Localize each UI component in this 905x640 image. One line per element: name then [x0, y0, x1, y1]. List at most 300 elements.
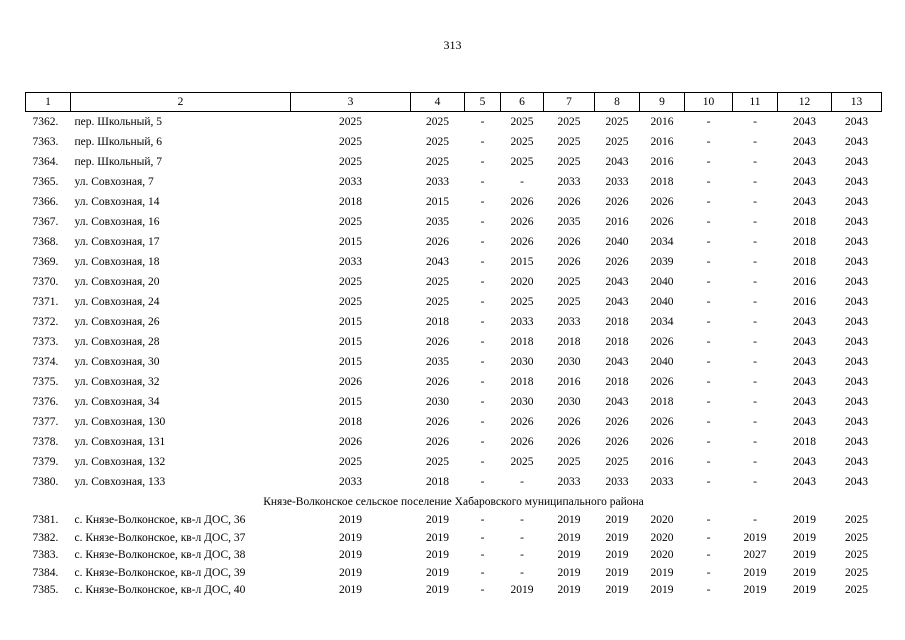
- row-number: 7381.: [32, 514, 59, 526]
- address-cell: ул. Совхозная, 26: [74, 316, 160, 328]
- year-cell: 2026: [510, 216, 534, 228]
- address-cell: ул. Совхозная, 24: [74, 296, 160, 308]
- year-cell: 2043: [845, 296, 868, 308]
- year-cell: -: [706, 476, 711, 488]
- year-cell: 2019: [605, 514, 629, 526]
- year-cell: 2018: [426, 476, 449, 488]
- year-cell: 2019: [650, 566, 674, 579]
- year-cell: 2016: [650, 156, 674, 168]
- column-header: 10: [685, 93, 733, 112]
- year-cell: 2043: [845, 456, 868, 468]
- year-cell: 2018: [605, 316, 629, 328]
- table-row: [26, 565, 882, 583]
- year-cell: 2019: [557, 531, 581, 544]
- table-row: [26, 272, 882, 292]
- column-header: 3: [291, 93, 411, 112]
- year-cell: 2043: [845, 156, 868, 168]
- year-cell: 2043: [605, 276, 629, 288]
- year-cell: 2040: [650, 296, 674, 308]
- row-number: 7369.: [32, 256, 59, 268]
- year-cell: -: [480, 136, 485, 148]
- row-number: 7385.: [32, 584, 59, 596]
- year-cell: 2016: [793, 276, 816, 288]
- year-cell: -: [480, 176, 485, 188]
- year-cell: 2033: [339, 256, 362, 268]
- row-number: 7374.: [32, 356, 59, 368]
- column-header: 9: [640, 93, 685, 112]
- year-cell: 2026: [510, 416, 534, 428]
- table-row: [26, 352, 882, 372]
- row-number: 7377.: [32, 416, 59, 428]
- table-row: [26, 252, 882, 272]
- table-row: [26, 212, 882, 232]
- year-cell: -: [706, 156, 711, 168]
- year-cell: 2033: [557, 176, 581, 188]
- year-cell: 2043: [793, 456, 816, 468]
- row-number: 7378.: [32, 436, 59, 448]
- year-cell: 2026: [426, 376, 449, 388]
- year-cell: 2043: [605, 296, 629, 308]
- row-number: 7372.: [32, 316, 59, 328]
- year-cell: -: [753, 416, 757, 428]
- year-cell: -: [480, 416, 485, 428]
- row-number: 7363.: [32, 136, 59, 148]
- year-cell: -: [520, 531, 524, 544]
- year-cell: -: [706, 584, 711, 596]
- year-cell: 2030: [426, 396, 449, 408]
- year-cell: 2043: [845, 316, 868, 328]
- year-cell: -: [706, 196, 711, 208]
- table-row: [26, 152, 882, 172]
- year-cell: 2025: [426, 116, 449, 128]
- year-cell: -: [753, 514, 757, 526]
- year-cell: 2043: [793, 376, 816, 388]
- year-cell: 2019: [605, 549, 629, 561]
- year-cell: -: [706, 256, 711, 268]
- year-cell: -: [480, 566, 485, 579]
- year-cell: 2025: [557, 116, 581, 128]
- year-cell: 2026: [510, 196, 534, 208]
- address-cell: ул. Совхозная, 34: [74, 396, 160, 408]
- header-row: [26, 93, 882, 112]
- row-number: 7367.: [32, 216, 59, 228]
- year-cell: 2026: [426, 436, 449, 448]
- year-cell: 2026: [650, 336, 674, 348]
- row-number: 7366.: [32, 196, 59, 208]
- year-cell: -: [480, 531, 485, 544]
- year-cell: 2019: [793, 549, 816, 561]
- year-cell: -: [480, 196, 485, 208]
- address-cell: с. Князе-Волконское, кв-л ДОС, 37: [74, 531, 246, 544]
- year-cell: 2025: [557, 136, 581, 148]
- year-cell: 2025: [339, 116, 362, 128]
- column-header: 1: [26, 93, 71, 112]
- year-cell: 2020: [510, 276, 534, 288]
- year-cell: -: [480, 549, 485, 561]
- year-cell: 2016: [650, 456, 674, 468]
- address-cell: ул. Совхозная, 32: [74, 376, 160, 388]
- year-cell: -: [480, 584, 485, 596]
- row-number: 7382.: [32, 531, 59, 544]
- year-cell: 2030: [557, 396, 581, 408]
- year-cell: 2043: [793, 356, 816, 368]
- year-cell: 2019: [426, 514, 449, 526]
- column-header: 5: [465, 93, 501, 112]
- year-cell: 2019: [605, 566, 629, 579]
- year-cell: -: [753, 236, 757, 248]
- year-cell: 2019: [339, 549, 362, 561]
- row-number: 7373.: [32, 336, 59, 348]
- year-cell: 2018: [793, 436, 816, 448]
- section-row: [26, 492, 882, 512]
- year-cell: 2026: [605, 256, 629, 268]
- year-cell: -: [753, 316, 757, 328]
- year-cell: 2020: [650, 549, 674, 561]
- row-number: 7380.: [32, 476, 59, 488]
- year-cell: -: [753, 256, 757, 268]
- row-number: 7375.: [32, 376, 59, 388]
- row-number: 7370.: [32, 276, 59, 288]
- address-cell: с. Князе-Волконское, кв-л ДОС, 38: [74, 549, 246, 561]
- year-cell: 2043: [845, 176, 868, 188]
- row-number: 7383.: [32, 549, 59, 561]
- year-cell: -: [706, 216, 711, 228]
- year-cell: 2019: [426, 566, 449, 579]
- year-cell: 2039: [650, 256, 674, 268]
- table-row: [26, 452, 882, 472]
- address-cell: ул. Совхозная, 18: [74, 256, 160, 268]
- address-cell: ул. Совхозная, 16: [74, 216, 160, 228]
- year-cell: 2030: [510, 356, 534, 368]
- year-cell: -: [706, 136, 711, 148]
- year-cell: 2019: [743, 531, 767, 544]
- year-cell: 2016: [605, 216, 629, 228]
- year-cell: -: [706, 416, 711, 428]
- year-cell: 2026: [650, 196, 674, 208]
- row-number: 7384.: [32, 566, 59, 579]
- year-cell: 2025: [510, 116, 534, 128]
- year-cell: 2015: [339, 336, 362, 348]
- year-cell: 2015: [510, 256, 534, 268]
- year-cell: 2026: [557, 256, 581, 268]
- year-cell: 2043: [845, 136, 868, 148]
- year-cell: -: [753, 196, 757, 208]
- year-cell: 2026: [510, 236, 534, 248]
- row-number: 7376.: [32, 396, 59, 408]
- address-cell: с. Князе-Волконское, кв-л ДОС, 36: [74, 514, 246, 526]
- table-row: [26, 312, 882, 332]
- year-cell: 2018: [793, 256, 816, 268]
- year-cell: 2016: [650, 136, 674, 148]
- year-cell: -: [480, 376, 485, 388]
- year-cell: 2019: [426, 584, 449, 596]
- year-cell: -: [753, 456, 757, 468]
- year-cell: 2043: [845, 216, 868, 228]
- year-cell: 2018: [510, 376, 534, 388]
- table-row: [26, 132, 882, 152]
- data-table: [25, 92, 882, 600]
- year-cell: 2015: [339, 316, 362, 328]
- year-cell: 2025: [845, 584, 868, 596]
- year-cell: 2043: [793, 136, 816, 148]
- year-cell: 2019: [510, 584, 534, 596]
- year-cell: -: [753, 276, 757, 288]
- year-cell: 2025: [557, 456, 581, 468]
- year-cell: 2043: [845, 116, 868, 128]
- year-cell: 2025: [426, 296, 449, 308]
- row-number: 7365.: [32, 176, 59, 188]
- table-row: [26, 112, 882, 133]
- year-cell: 2018: [426, 316, 449, 328]
- year-cell: -: [706, 396, 711, 408]
- year-cell: 2026: [650, 416, 674, 428]
- year-cell: 2025: [557, 296, 581, 308]
- year-cell: -: [706, 236, 711, 248]
- year-cell: 2018: [650, 396, 674, 408]
- year-cell: 2018: [557, 336, 581, 348]
- year-cell: -: [706, 116, 711, 128]
- table-row: [26, 412, 882, 432]
- year-cell: 2025: [339, 276, 362, 288]
- year-cell: -: [480, 356, 485, 368]
- year-cell: -: [753, 156, 757, 168]
- table-row: [26, 292, 882, 312]
- year-cell: 2025: [510, 156, 534, 168]
- year-cell: 2043: [426, 256, 449, 268]
- year-cell: -: [706, 566, 711, 579]
- year-cell: -: [520, 514, 524, 526]
- year-cell: 2035: [426, 216, 449, 228]
- year-cell: -: [706, 316, 711, 328]
- year-cell: 2025: [845, 566, 868, 579]
- year-cell: 2025: [339, 216, 362, 228]
- year-cell: 2035: [557, 216, 581, 228]
- column-header: 11: [733, 93, 778, 112]
- year-cell: 2026: [605, 436, 629, 448]
- year-cell: 2026: [650, 436, 674, 448]
- year-cell: 2019: [339, 531, 362, 544]
- table-row: [26, 432, 882, 452]
- year-cell: -: [520, 549, 524, 561]
- year-cell: 2040: [605, 236, 629, 248]
- year-cell: 2025: [339, 136, 362, 148]
- year-cell: 2033: [557, 476, 581, 488]
- year-cell: -: [753, 476, 757, 488]
- year-cell: 2019: [793, 531, 816, 544]
- year-cell: 2015: [339, 356, 362, 368]
- year-cell: 2018: [605, 376, 629, 388]
- year-cell: 2018: [793, 216, 816, 228]
- year-cell: 2019: [605, 531, 629, 544]
- year-cell: 2019: [650, 584, 674, 596]
- table-row: [26, 332, 882, 352]
- column-header: 13: [832, 93, 882, 112]
- year-cell: -: [520, 176, 524, 188]
- year-cell: -: [480, 216, 485, 228]
- year-cell: 2033: [650, 476, 674, 488]
- year-cell: 2019: [743, 584, 767, 596]
- year-cell: -: [480, 514, 485, 526]
- year-cell: -: [480, 276, 485, 288]
- address-cell: пер. Школьный, 6: [74, 136, 162, 148]
- year-cell: 2043: [605, 156, 629, 168]
- year-cell: 2043: [793, 196, 816, 208]
- year-cell: 2025: [557, 276, 581, 288]
- year-cell: 2033: [605, 476, 629, 488]
- address-cell: ул. Совхозная, 30: [74, 356, 160, 368]
- year-cell: 2026: [605, 196, 629, 208]
- row-number: 7379.: [32, 456, 59, 468]
- row-number: 7362.: [32, 116, 59, 128]
- column-header: 7: [544, 93, 595, 112]
- year-cell: -: [480, 316, 485, 328]
- year-cell: -: [480, 396, 485, 408]
- year-cell: 2026: [426, 336, 449, 348]
- year-cell: 2034: [650, 316, 674, 328]
- year-cell: -: [753, 376, 757, 388]
- year-cell: -: [753, 356, 757, 368]
- year-cell: 2026: [557, 436, 581, 448]
- year-cell: 2040: [650, 356, 674, 368]
- year-cell: 2043: [605, 396, 629, 408]
- year-cell: 2019: [605, 584, 629, 596]
- year-cell: -: [480, 456, 485, 468]
- year-cell: 2020: [650, 514, 674, 526]
- year-cell: 2015: [339, 236, 362, 248]
- year-cell: 2019: [793, 566, 816, 579]
- year-cell: 2027: [743, 549, 767, 561]
- year-cell: 2043: [845, 236, 868, 248]
- year-cell: 2034: [650, 236, 674, 248]
- year-cell: 2019: [339, 514, 362, 526]
- year-cell: 2043: [845, 376, 868, 388]
- address-cell: с. Князе-Волконское, кв-л ДОС, 39: [74, 566, 246, 579]
- year-cell: -: [753, 176, 757, 188]
- year-cell: -: [520, 476, 524, 488]
- year-cell: 2020: [650, 531, 674, 544]
- year-cell: 2019: [339, 566, 362, 579]
- year-cell: 2018: [793, 236, 816, 248]
- year-cell: 2025: [605, 116, 629, 128]
- year-cell: 2015: [426, 196, 449, 208]
- year-cell: 2026: [510, 436, 534, 448]
- year-cell: 2019: [557, 584, 581, 596]
- year-cell: 2040: [650, 276, 674, 288]
- year-cell: -: [706, 296, 711, 308]
- year-cell: 2016: [650, 116, 674, 128]
- year-cell: -: [706, 356, 711, 368]
- section-title: Князе-Волконское сельское поселение Хабаровского муниципального района: [263, 496, 644, 508]
- year-cell: -: [706, 176, 711, 188]
- year-cell: -: [480, 476, 485, 488]
- table-row: [26, 172, 882, 192]
- year-cell: 2026: [339, 376, 362, 388]
- address-cell: ул. Совхозная, 131: [74, 436, 166, 448]
- year-cell: 2043: [845, 256, 868, 268]
- year-cell: 2026: [339, 436, 362, 448]
- year-cell: 2019: [339, 584, 362, 596]
- year-cell: 2026: [426, 236, 449, 248]
- year-cell: 2025: [510, 136, 534, 148]
- year-cell: 2033: [605, 176, 629, 188]
- year-cell: 2025: [845, 549, 868, 561]
- year-cell: 2043: [605, 356, 629, 368]
- address-cell: ул. Совхозная, 17: [74, 236, 160, 248]
- address-cell: ул. Совхозная, 132: [74, 456, 166, 468]
- year-cell: 2019: [426, 531, 449, 544]
- year-cell: 2018: [510, 336, 534, 348]
- year-cell: 2033: [339, 176, 362, 188]
- year-cell: 2018: [339, 416, 362, 428]
- page-number: 313: [443, 38, 462, 52]
- year-cell: -: [706, 436, 711, 448]
- table-row: [26, 372, 882, 392]
- year-cell: 2018: [339, 196, 362, 208]
- table-row: [26, 392, 882, 412]
- year-cell: 2026: [650, 216, 674, 228]
- year-cell: 2019: [557, 514, 581, 526]
- year-cell: 2033: [557, 316, 581, 328]
- table-row: [26, 232, 882, 252]
- year-cell: 2025: [339, 156, 362, 168]
- address-cell: пер. Школьный, 7: [74, 156, 162, 168]
- year-cell: -: [706, 514, 711, 526]
- year-cell: 2025: [426, 276, 449, 288]
- year-cell: 2043: [845, 396, 868, 408]
- table-row: [26, 547, 882, 565]
- column-header: 12: [778, 93, 832, 112]
- row-number: 7364.: [32, 156, 59, 168]
- year-cell: 2019: [793, 514, 816, 526]
- table-row: [26, 512, 882, 530]
- year-cell: 2043: [845, 276, 868, 288]
- year-cell: 2043: [845, 436, 868, 448]
- year-cell: -: [706, 549, 711, 561]
- address-cell: ул. Совхозная, 20: [74, 276, 160, 288]
- year-cell: 2016: [793, 296, 816, 308]
- address-cell: ул. Совхозная, 7: [74, 176, 154, 188]
- address-cell: ул. Совхозная, 130: [74, 416, 166, 428]
- column-header: 4: [411, 93, 465, 112]
- year-cell: -: [753, 216, 757, 228]
- year-cell: 2043: [793, 156, 816, 168]
- year-cell: 2018: [605, 336, 629, 348]
- year-cell: 2043: [845, 356, 868, 368]
- year-cell: 2043: [793, 336, 816, 348]
- year-cell: 2025: [426, 136, 449, 148]
- address-cell: ул. Совхозная, 133: [74, 476, 166, 488]
- year-cell: 2025: [426, 456, 449, 468]
- year-cell: 2019: [743, 566, 767, 579]
- year-cell: 2035: [426, 356, 449, 368]
- year-cell: -: [753, 396, 757, 408]
- year-cell: -: [706, 336, 711, 348]
- row-number: 7371.: [32, 296, 59, 308]
- year-cell: 2019: [426, 549, 449, 561]
- year-cell: -: [753, 116, 757, 128]
- year-cell: -: [753, 436, 757, 448]
- year-cell: 2043: [793, 476, 816, 488]
- year-cell: 2025: [845, 514, 868, 526]
- table-row: [26, 530, 882, 548]
- year-cell: 2016: [557, 376, 581, 388]
- year-cell: 2033: [510, 316, 534, 328]
- year-cell: -: [480, 256, 485, 268]
- column-header: 8: [595, 93, 640, 112]
- year-cell: -: [706, 276, 711, 288]
- year-cell: 2033: [339, 476, 362, 488]
- year-cell: -: [480, 236, 485, 248]
